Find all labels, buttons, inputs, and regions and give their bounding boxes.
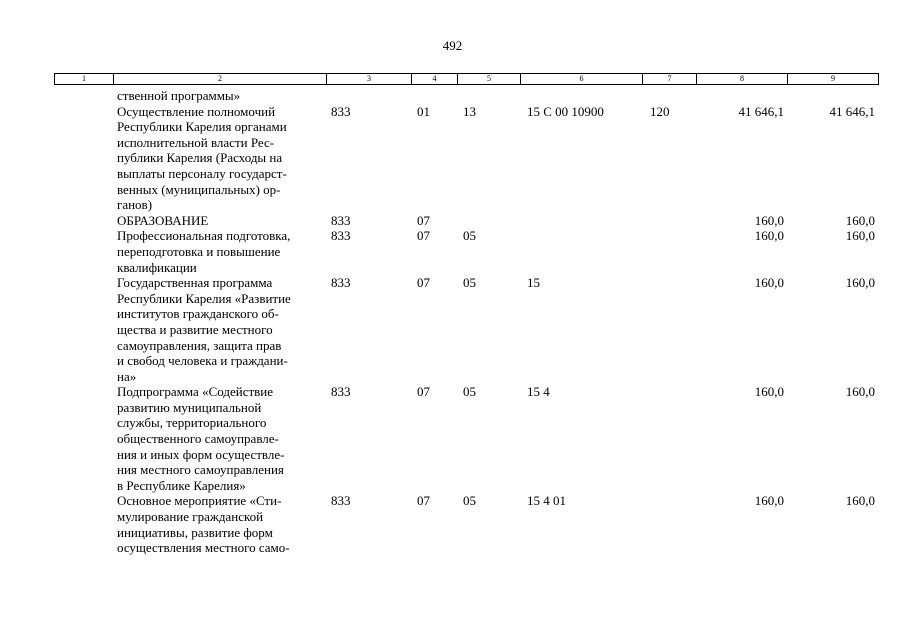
row-subsection: 05: [463, 493, 476, 509]
row-target-article: 15 С 00 10900: [527, 103, 604, 119]
row-amount-col-9: 160,0: [845, 212, 875, 228]
row-amount-col-8: 160,0: [754, 275, 784, 291]
header-col-1: 1: [55, 74, 114, 84]
row-target-article: 15: [527, 275, 540, 291]
row-subsection: 13: [463, 103, 476, 119]
row-section: 07: [417, 493, 430, 509]
row-ministry-code: 833: [331, 212, 351, 228]
row-ministry-code: 833: [331, 384, 351, 400]
row-amount-col-8: 160,0: [754, 228, 784, 244]
row-subsection: 05: [463, 228, 476, 244]
table-row: [0, 104, 905, 213]
table-row: [0, 384, 905, 493]
row-ministry-code: 833: [331, 228, 351, 244]
row-section: 01: [417, 103, 430, 119]
row-section: 07: [417, 275, 430, 291]
row-amount-col-9: 160,0: [845, 228, 875, 244]
row-section: 07: [417, 212, 430, 228]
row-amount-col-8: 160,0: [754, 493, 784, 509]
row-ministry-code: 833: [331, 275, 351, 291]
row-name: Профессиональная подготовка, переподготовка и повышение квалификации: [117, 228, 291, 275]
row-amount-col-9: 160,0: [845, 493, 875, 509]
row-amount-col-9: 41 646,1: [829, 103, 875, 119]
row-section: 07: [417, 228, 430, 244]
row-name: ОБРАЗОВАНИЕ: [117, 212, 209, 228]
row-amount-col-9: 160,0: [845, 384, 875, 400]
row-name: Основное мероприятие «Сти- мулирование гражданской инициативы, развитие форм осуществления местного само-: [117, 493, 290, 556]
row-name: ственной программы»: [117, 88, 241, 103]
table-header: [54, 73, 879, 85]
table-row: [0, 493, 905, 555]
header-col-5: 5: [458, 74, 521, 84]
row-name: Подпрограмма «Содействие развитию муниципальной службы, территориального общественного самоуправле- ния и иных форм осуществле- ния местного самоуправления в Республике Карелия»: [117, 384, 285, 493]
header-col-4: 4: [412, 74, 458, 84]
row-target-article: 15 4: [527, 384, 550, 400]
row-name: Осуществление полномочий Республики Карелия органами исполнительной власти Рес- публики Карелия (Расходы на выплаты персоналу государст- венных (муниципальных) ор- ганов): [117, 103, 287, 213]
row-section: 07: [417, 384, 430, 400]
table-row: [0, 275, 905, 384]
table-row: [0, 88, 905, 104]
row-expense-type: 120: [650, 103, 670, 119]
table-row: [0, 228, 905, 275]
header-col-3: 3: [327, 74, 412, 84]
header-col-2: 2: [114, 74, 327, 84]
row-target-article: 15 4 01: [527, 493, 566, 509]
row-amount-col-8: 160,0: [754, 212, 784, 228]
header-col-6: 6: [521, 74, 643, 84]
table-body: [0, 88, 905, 556]
row-amount-col-8: 41 646,1: [738, 103, 784, 119]
row-name: Государственная программа Республики Карелия «Развитие институтов гражданского об- щества и развитие местного самоуправления, защита прав и свобод человека и граждани- на»: [117, 275, 291, 384]
row-subsection: 05: [463, 384, 476, 400]
row-amount-col-9: 160,0: [845, 275, 875, 291]
row-amount-col-8: 160,0: [754, 384, 784, 400]
page-number: 492: [442, 38, 463, 53]
header-col-7: 7: [643, 74, 697, 84]
row-subsection: 05: [463, 275, 476, 291]
row-ministry-code: 833: [331, 103, 351, 119]
header-col-9: 9: [831, 74, 835, 83]
table-row: [0, 213, 905, 229]
row-ministry-code: 833: [331, 493, 351, 509]
header-col-8: 8: [697, 74, 788, 84]
